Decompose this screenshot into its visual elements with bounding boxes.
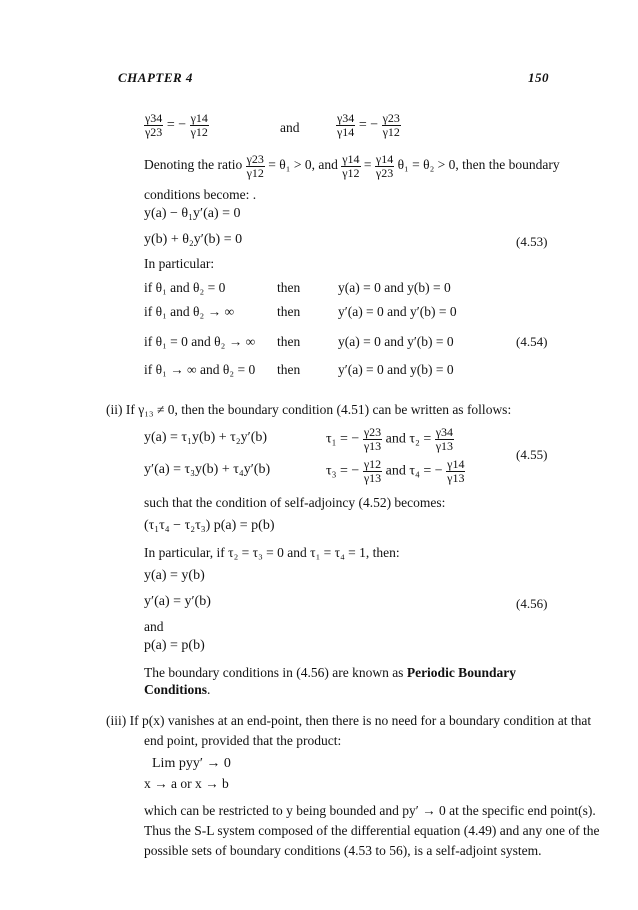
text: θ₁ = θ₂ > 0, then the boundary	[397, 157, 560, 173]
then-word: then	[277, 304, 301, 319]
term-bold: Periodic Boundary	[406, 665, 516, 680]
chapter-heading: CHAPTER 4	[118, 70, 193, 85]
then-word: then	[277, 280, 301, 295]
denoting-line	[144, 153, 560, 179]
equation-number: (4.55)	[516, 447, 548, 462]
fraction-numerator: γ14	[190, 111, 208, 125]
fraction-denominator: γ12	[246, 165, 264, 180]
periodic-eq-1: y(a) = y(b)	[144, 568, 205, 583]
relation-symbol: = −	[358, 117, 379, 133]
case-iii-line-2: end point, provided that the product:	[144, 733, 342, 748]
self-adjoincy-equation: (τ₁τ₄ − τ₂τ₃) p(a) = p(b)	[144, 518, 275, 533]
fraction-denominator: γ13	[363, 438, 382, 453]
fraction-numerator: γ14	[375, 152, 394, 166]
relation-symbol: = −	[166, 117, 187, 133]
fraction-numerator: γ23	[246, 152, 264, 166]
tau-definition-2	[326, 458, 465, 484]
and-connector: and	[280, 120, 300, 135]
text: τ₃ = −	[326, 463, 360, 479]
equation-number: (4.53)	[516, 234, 548, 249]
text: The boundary conditions in (4.56) are known as	[144, 665, 404, 680]
fraction-numerator: γ34	[337, 111, 355, 125]
case-result: y′(a) = 0 and y(b) = 0	[338, 362, 454, 377]
fraction-denominator: γ23	[145, 124, 163, 139]
text: and τ₄ = −	[385, 463, 443, 479]
tau-definition-1	[326, 426, 454, 452]
ratio-equation-1	[144, 112, 209, 138]
in-particular: In particular:	[144, 256, 215, 271]
term-bold: Conditions	[144, 682, 208, 697]
fraction-denominator: γ14	[337, 124, 355, 139]
text: τ₁ = −	[326, 431, 360, 447]
fraction-denominator: γ12	[382, 124, 400, 139]
fraction-numerator: γ23	[363, 425, 382, 439]
periodic-eq-2: y′(a) = y′(b)	[144, 594, 211, 609]
then-word: then	[277, 334, 301, 349]
ratio-equation-2	[336, 112, 401, 138]
case-iii-line-5: possible sets of boundary conditions (4.53 to 56), is a self-adjoint system.	[144, 843, 542, 858]
equation-number: (4.54)	[516, 334, 548, 349]
periodic-eq-3: p(a) = p(b)	[144, 638, 205, 653]
fraction-numerator: γ34	[145, 111, 163, 125]
in-particular-tau: In particular, if τ₂ = τ₃ = 0 and τ₁ = τ₄ = 1, then:	[144, 545, 400, 560]
fraction-denominator: γ12	[190, 124, 208, 139]
self-adjoincy-text: such that the condition of self-adjoincy (4.52) becomes:	[144, 495, 446, 510]
fraction-denominator: γ13	[435, 438, 454, 453]
fraction-denominator: γ13	[447, 470, 465, 485]
case-condition: if θ₁ → ∞ and θ₂ = 0	[144, 362, 256, 377]
case-iii-line-4: Thus the S-L system composed of the differential equation (4.49) and any one of the	[144, 823, 600, 838]
text: = θ₁ > 0, and	[268, 157, 338, 173]
case-condition: if θ₁ = 0 and θ₂ → ∞	[144, 334, 256, 349]
fraction-numerator: γ23	[382, 111, 400, 125]
case-ii-eq-2: y′(a) = τ₃y(b) + τ₄y′(b)	[144, 462, 271, 477]
case-result: y′(a) = 0 and y′(b) = 0	[338, 304, 457, 319]
fraction-numerator: γ14	[447, 457, 465, 471]
case-result: y(a) = 0 and y(b) = 0	[338, 280, 451, 295]
fraction-denominator: γ23	[375, 165, 394, 180]
case-ii-lead: (ii) If γ₁₃ ≠ 0, then the boundary condition (4.51) can be written as follows:	[106, 402, 512, 417]
case-condition: if θ₁ and θ₂ → ∞	[144, 304, 235, 319]
case-iii-line-3: which can be restricted to y being bounded and py′ → 0 at the specific end point(s).	[144, 803, 596, 818]
bc-equation-1: y(a) − θ₁y′(a) = 0	[144, 206, 241, 221]
case-result: y(a) = 0 and y′(b) = 0	[338, 334, 454, 349]
case-condition: if θ₁ and θ₂ = 0	[144, 280, 226, 295]
limit-expression: Lim pyy′ → 0	[152, 756, 231, 771]
text: =	[363, 157, 372, 173]
then-word: then	[277, 362, 301, 377]
and-connector: and	[144, 619, 164, 634]
fraction-denominator: γ13	[363, 470, 382, 485]
fraction-numerator: γ12	[363, 457, 382, 471]
case-iii-lead: (iii) If p(x) vanishes at an end-point, then there is no need for a boundary condition at that	[106, 713, 592, 728]
conditions-become: conditions become: .	[144, 187, 257, 202]
periodic-known-line	[144, 665, 516, 681]
equation-number: (4.56)	[516, 596, 548, 611]
periodic-known-line-2	[144, 682, 210, 698]
fraction-denominator: γ12	[342, 165, 360, 180]
limit-subscript: x → a or x → b	[144, 776, 229, 791]
fraction-numerator: γ34	[435, 425, 454, 439]
bc-equation-2: y(b) + θ₂y′(b) = 0	[144, 232, 243, 247]
text: Denoting the ratio	[144, 157, 243, 173]
text: and τ₂ =	[385, 431, 432, 447]
fraction-numerator: γ14	[342, 152, 360, 166]
case-ii-eq-1: y(a) = τ₁y(b) + τ₂y′(b)	[144, 430, 268, 445]
text: .	[207, 682, 211, 697]
page-number: 150	[528, 70, 549, 85]
